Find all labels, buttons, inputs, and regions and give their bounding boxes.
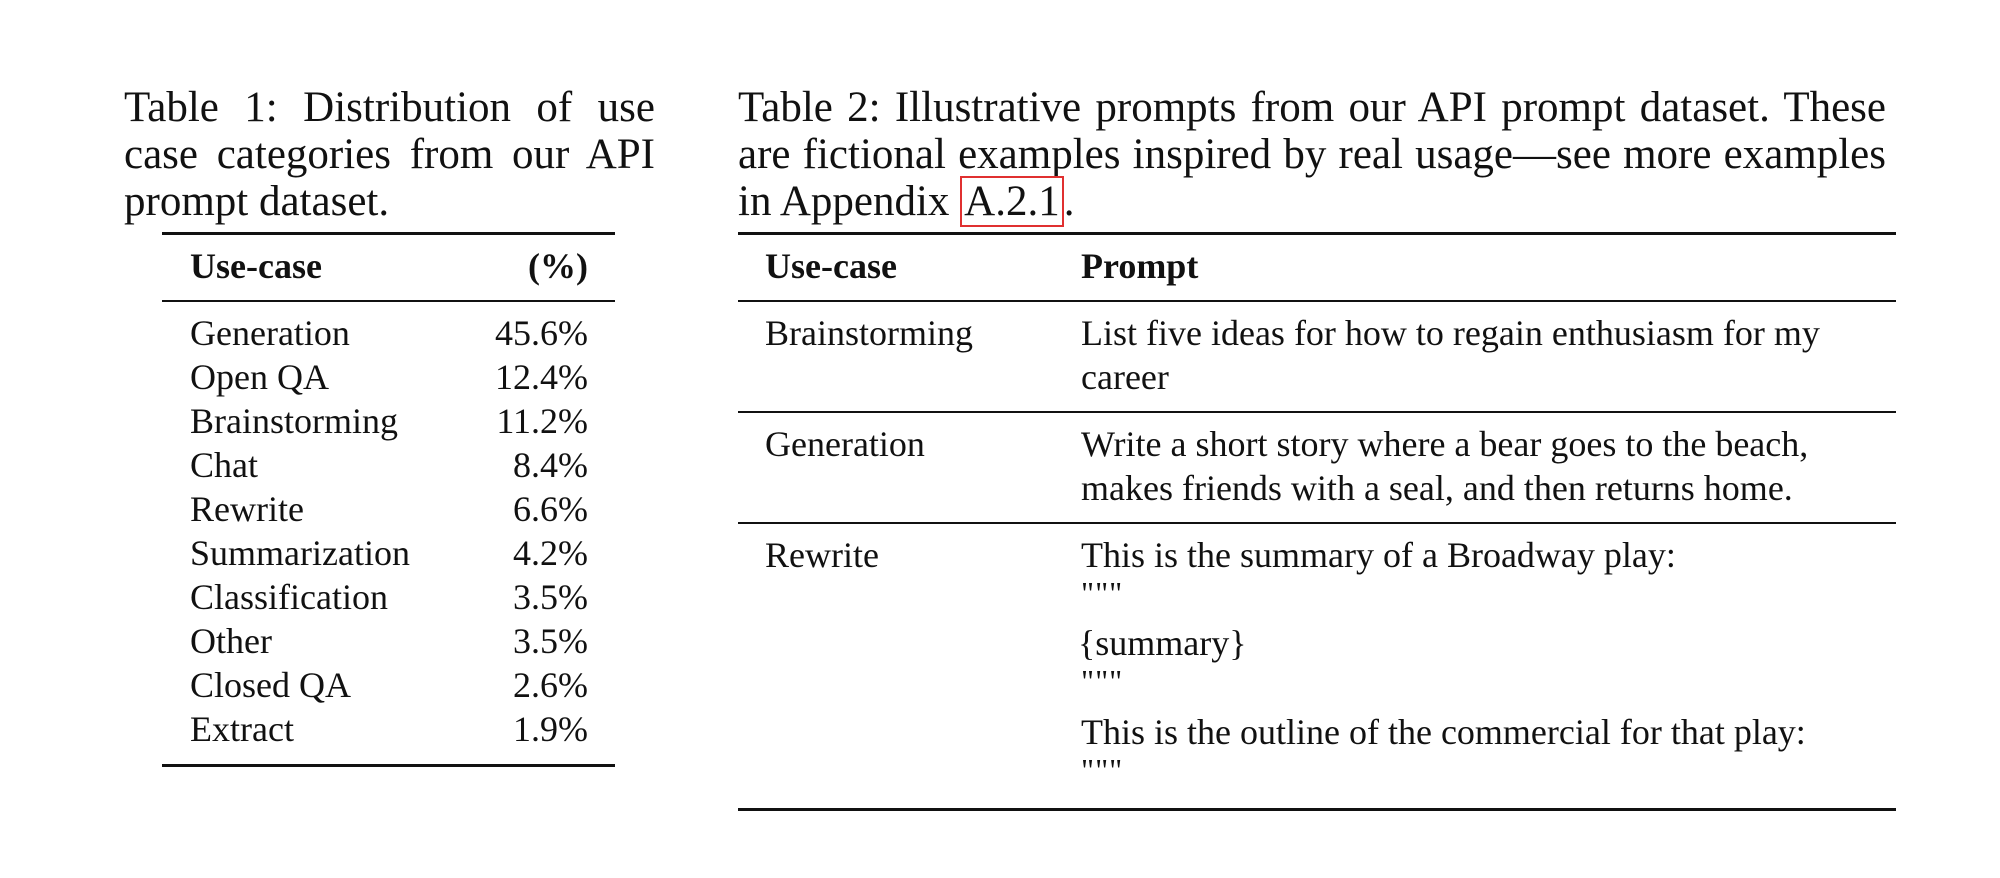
table2-caption-text: Table 2: Illustrative prompts from our API prompt dataset. These are fictional examples inspired by real usage—see more examples in Appendix	[738, 84, 1886, 225]
table1-row-use-case: Other	[190, 621, 272, 661]
table2-row-rule	[738, 411, 1896, 413]
table1-row-use-case: Summarization	[190, 533, 410, 573]
table2-caption-period: .	[1063, 178, 1075, 225]
table2-prompt-quote: """	[1081, 575, 1124, 611]
table2-row-rule	[738, 522, 1896, 524]
table2-prompt-line: {summary}	[1078, 623, 1247, 663]
table1-header-percent: (%)	[528, 246, 588, 286]
table1-row-percent: 4.2%	[513, 533, 588, 573]
table2-prompt-quote: """	[1081, 663, 1124, 699]
table2-header-rule	[738, 300, 1896, 302]
table2-prompt-line: List five ideas for how to regain enthusiasm for my	[1081, 313, 1820, 353]
table2-prompt-line: Write a short story where a bear goes to the beach,	[1081, 424, 1809, 464]
table2-caption	[738, 84, 1886, 225]
table1-caption: Table 1: Distribution of use case categories from our API prompt dataset.	[124, 84, 655, 225]
table1-row-use-case: Generation	[190, 313, 350, 353]
table1-row-percent: 12.4%	[495, 357, 588, 397]
table1-header-use-case: Use-case	[190, 246, 322, 286]
table1-row-use-case: Rewrite	[190, 489, 304, 529]
table1-row-percent: 11.2%	[496, 401, 588, 441]
table1-row-use-case: Classification	[190, 577, 388, 617]
table2-header-prompt: Prompt	[1081, 246, 1199, 286]
table2-row-use-case: Rewrite	[765, 535, 879, 575]
table2-prompt-line: This is the summary of a Broadway play:	[1081, 535, 1676, 575]
table1-row-percent: 8.4%	[513, 445, 588, 485]
table1-row-percent: 1.9%	[513, 709, 588, 749]
table1-row-use-case: Brainstorming	[190, 401, 398, 441]
table1-row-use-case: Closed QA	[190, 665, 351, 705]
table2-header-use-case: Use-case	[765, 246, 897, 286]
table1-top-rule	[162, 232, 615, 235]
table2-bottom-rule	[738, 808, 1896, 811]
appendix-link[interactable]: A.2.1	[960, 176, 1064, 227]
table2-prompt-line: makes friends with a seal, and then returns home.	[1081, 468, 1793, 508]
table1-row-percent: 45.6%	[495, 313, 588, 353]
table2-row-use-case: Generation	[765, 424, 925, 464]
table2-prompt-line: This is the outline of the commercial for that play:	[1081, 712, 1806, 752]
table1-row-use-case: Open QA	[190, 357, 329, 397]
table1-row-use-case: Extract	[190, 709, 294, 749]
table2-row-use-case: Brainstorming	[765, 313, 973, 353]
table1-row-percent: 6.6%	[513, 489, 588, 529]
table1-row-percent: 3.5%	[513, 621, 588, 661]
table2-top-rule	[738, 232, 1896, 235]
table1-row-use-case: Chat	[190, 445, 258, 485]
table1-row-percent: 3.5%	[513, 577, 588, 617]
table1-bottom-rule	[162, 764, 615, 767]
table1-header-rule	[162, 300, 615, 302]
table2-prompt-quote: """	[1081, 752, 1124, 788]
table2-prompt-line: career	[1081, 357, 1169, 397]
table1-row-percent: 2.6%	[513, 665, 588, 705]
